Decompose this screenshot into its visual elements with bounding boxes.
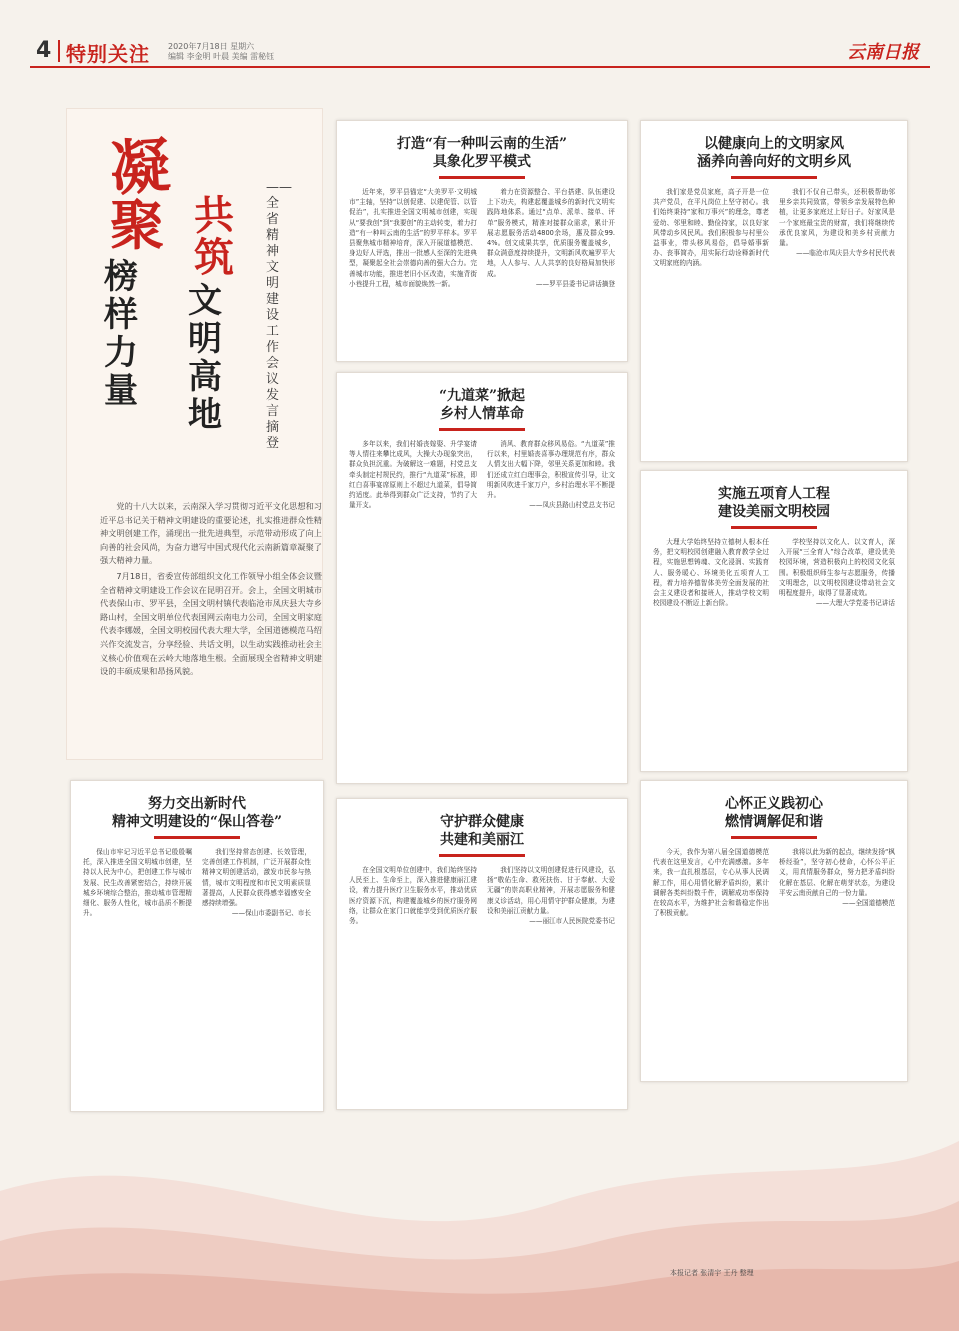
- article-byline: ——大理大学党委书记讲话: [815, 599, 895, 608]
- feature-title-char: 共: [192, 190, 236, 241]
- header-editors: 编辑 李金明 叶晨 美编 雷秘钰: [168, 52, 275, 61]
- article-text: 今天，我作为第八届全国道德模范代表在这里发言，心中充满感激。多年来，我一直扎根基层，专心从事人民调解工作，用心用情化解矛盾纠纷，累计调解各类纠纷数千件，调解成功率保持在较高水平，为维护社会和谐稳定作出了积极贡献。: [653, 848, 769, 918]
- feature-title-char: 筑: [194, 234, 234, 281]
- header-date: 2020年7月18日 星期六: [168, 42, 255, 51]
- header-meta: [168, 42, 274, 62]
- article-title-line: 具象化罗平模式: [433, 154, 531, 170]
- article-text: 保山市牢记习近平总书记殷殷嘱托，深入推进全国文明城市创建，坚持以人民为中心，把创建工作与城市发展、民生改善紧密结合，持续开展城乡环境综合整治，推动城市管理精细化、服务人性化，城市品质不断提升。: [83, 848, 192, 918]
- article-title-line: 努力交出新时代: [148, 796, 246, 812]
- article-text: 在全国文明单位创建中，我们始终坚持人民至上、生命至上，深入推进健康丽江建设，着力提升医疗卫生服务水平，推动优质医疗资源下沉，构建覆盖城乡的医疗服务网络，让群众在家门口就能享受到优质医疗服务。: [349, 866, 477, 926]
- article-byline: ——保山市委副书记、市长: [231, 909, 311, 918]
- article-text: 大理大学始终坚持立德树人根本任务，把文明校园创建融入教育教学全过程，实施思想铸魂、文化浸润、实践育人、服务暖心、环境美化五项育人工程，着力培养德智体美劳全面发展的社会主义建设者和接班人，推动学校文明校园建设不断迈上新台阶。: [653, 538, 769, 608]
- article-card: [640, 470, 908, 772]
- article-title-line: 心怀正义践初心: [725, 796, 823, 812]
- header-divider: [58, 40, 60, 62]
- article-title-line: 实施五项育人工程: [718, 486, 830, 502]
- article-title-line: 燃情调解促和谐: [725, 814, 823, 830]
- article-text: 学校坚持以文化人、以文育人，深入开展“三全育人”综合改革，建设优美校园环境，营造积极向上的校园文化氛围。积极组织师生参与志愿服务，传播文明理念，以文明校园建设带动社会文明程度提升，取得了显著成效。: [779, 538, 895, 598]
- article-card: [336, 120, 628, 362]
- article-title-line: 共建和美丽江: [440, 832, 524, 848]
- footer-credit: 本报记者 张清宇 王丹 整理: [670, 1269, 754, 1277]
- article-title: [337, 813, 627, 857]
- feature-title-char: 凝: [107, 130, 173, 206]
- article-byline: ——凤庆县路山村党总支书记: [529, 501, 615, 510]
- article-text: 着力在资源整合、平台搭建、队伍建设上下功夫，构建起覆盖城乡的新时代文明实践阵地体系。通过“点单、派单、接单、评单”服务模式，精准对接群众需求，累计开展志愿服务活动4800余场，惠及群众99.4%。创文成果共享，优质服务覆盖城乡，群众满意度持续提升，文明新风吹遍罗平大地，人人参与、人人共享的良好格局加快形成。: [487, 188, 615, 278]
- article-title: [71, 795, 323, 839]
- article-title-line: 精神文明建设的“保山答卷”: [111, 814, 283, 830]
- article-card: [336, 372, 628, 784]
- article-text: 多年以来，我们村婚丧嫁娶、升学宴请等人情往来攀比成风，大操大办现象突出，群众负担沉重。为破解这一难题，村党总支牵头制定村规民约，推行“九道菜”标准，即红白喜事宴席原则上不超过九道菜，倡导简约适度。此举得到群众广泛支持，节约了大量开支。: [349, 440, 477, 510]
- article-byline: ——丽江市人民医院党委书记: [529, 917, 615, 926]
- article-title: [641, 135, 907, 179]
- article-byline: ——临沧市凤庆县大寺乡村民代表: [796, 249, 895, 258]
- article-text: 我们坚持常态创建、长效管理，完善创建工作机制，广泛开展群众性精神文明创建活动，激发市民参与热情，城市文明程度和市民文明素质显著提高，人民群众获得感幸福感安全感持续增强。: [202, 848, 311, 908]
- article-text: 我将以此为新的起点，继续发扬“枫桥经验”，坚守初心使命，心怀公平正义，用真情服务群众，努力把矛盾纠纷化解在基层、化解在萌芽状态，为建设平安云南贡献自己的一份力量。: [779, 848, 895, 897]
- article-text: 消风、教育群众移风易俗。“九道菜”推行以来，村里婚丧喜事办理规范有序，群众人情支出大幅下降，邻里关系更加和睦。我们还成立红白理事会，积极宣传引导，让文明新风吹进千家万户，乡村治理水平不断提升。: [487, 440, 615, 500]
- article-title: [337, 387, 627, 431]
- article-title-line: “九道菜”掀起: [438, 388, 526, 404]
- intro-paragraph: 党的十八大以来，云南深入学习贯彻习近平文化思想和习近平总书记关于精神文明建设的重要论述，扎实推进群众性精神文明创建工作，涌现出一批先进典型，示范带动形成了向上向善的社会风尚，为奋力谱写中国式现代化云南新篇章凝聚了强大精神力量。: [100, 501, 322, 566]
- header-rule: [30, 66, 930, 68]
- intro-paragraph: 7月18日，省委宣传部组织文化工作领导小组全体会议暨全省精神文明建设工作会议在昆明召开。会上，全国文明城市代表保山市、罗平县，全国文明村镇代表临沧市凤庆县大寺乡路山村，全国文明单位代表国网云南电力公司，全国文明家庭代表李娜媛，全国文明校园代表大理大学，全国道德模范马绍兴作交流发言，分享经验、共话文明，以生动实践推动社会主义核心价值观在云岭大地落地生根。全面展现全省精神文明建设的丰硕成果和昂扬风貌。: [100, 570, 322, 677]
- article-card: [640, 780, 908, 1082]
- article-byline: ——罗平县委书记讲话摘登: [535, 279, 615, 288]
- article-title-line: 涵养向善向好的文明乡风: [697, 154, 851, 170]
- article-title-line: 乡村人情革命: [440, 406, 524, 422]
- article-card: [640, 120, 908, 462]
- article-card: [70, 780, 324, 1112]
- article-byline: ——全国道德模范: [842, 899, 895, 908]
- article-text: 我们坚持以文明创建促进行风建设，弘扬“敬佑生命、救死扶伤、甘于奉献、大爱无疆”的崇高职业精神，开展志愿服务和健康义诊活动，用心用情守护群众健康，为建设和美丽江贡献力量。: [487, 866, 615, 915]
- article-title: [337, 135, 627, 179]
- article-text: 我们家是党员家庭，高子开是一位共产党员，在平凡岗位上坚守初心。我们始终秉持“家和万事兴”的理念，尊老爱幼、邻里和睦、勤俭持家，以良好家风带动乡风民风。我们积极参与村里公益事业，带头移风易俗，倡导婚事新办、丧事简办，用实际行动诠释新时代文明家庭的内涵。: [653, 188, 769, 268]
- article-title-line: 建设美丽文明校园: [718, 504, 830, 520]
- article-title: [641, 795, 907, 839]
- article-text: 近年来，罗平县锚定“大美罗平·文明城市”主轴，坚持“以创促建、以建促管、以管促治”，扎实推进全国文明城市创建，实现从“要我创”到“我要创”的主动转变，着力打造“有一种叫云南的生活”的罗平样本。罗平县聚焦城市精神培育，深入开展道德模范、身边好人评选，推出一批感人至深的先进典型，凝聚起全社会崇德向善的强大合力。完善城市功能，推进老旧小区改造，实施背街小巷提升工程，城市面貌焕然一新。: [349, 188, 477, 288]
- article-text: 我们不仅自己带头，还积极帮助邻里乡亲共同致富，带领乡亲发展特色种植，让更多家庭过上好日子。好家风是一个家庭最宝贵的财富，我们将继续传承优良家风，为建设和美乡村贡献力量。: [779, 188, 895, 248]
- feature-title-char: 聚: [110, 193, 164, 257]
- article-title: [641, 485, 907, 529]
- article-card: [336, 798, 628, 1110]
- feature-title-line: 文明高地: [188, 281, 222, 435]
- feature-intro: [100, 500, 322, 681]
- section-title: 特别关注: [66, 42, 150, 66]
- page-header: [0, 0, 959, 64]
- feature-subtitle: ——全省精神文明建设工作会议发言摘登: [266, 180, 292, 451]
- feature-title-line: 榜样力量: [104, 257, 138, 411]
- page-number: 4: [36, 38, 52, 63]
- article-title-line: 守护群众健康: [440, 814, 524, 830]
- article-title-line: 以健康向上的文明家风: [704, 136, 844, 152]
- paper-logo: 云南日报: [847, 42, 919, 63]
- article-title-line: 打造“有一种叫云南的生活”: [396, 136, 568, 152]
